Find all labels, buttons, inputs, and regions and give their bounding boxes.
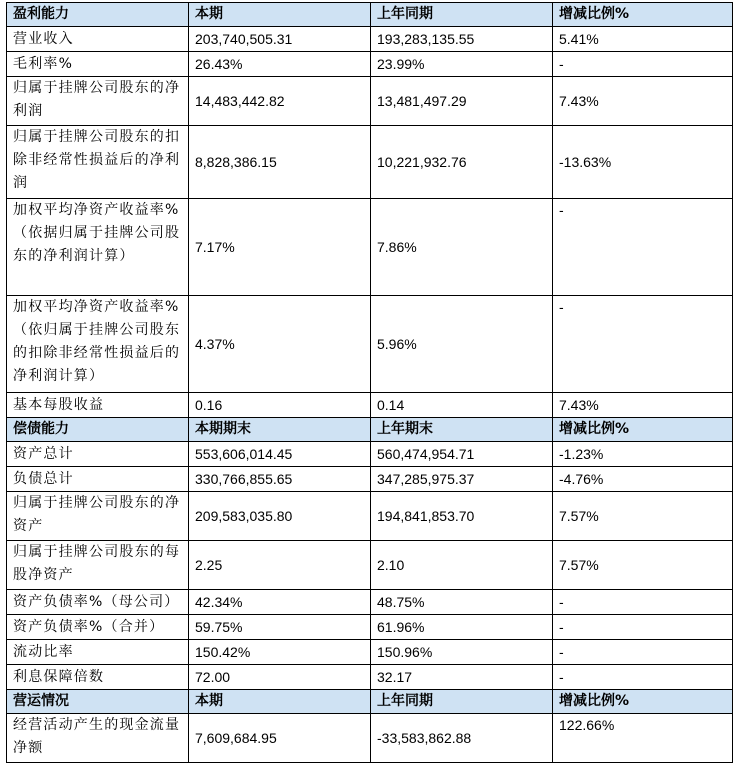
row-label: 归属于挂牌公司股东的扣除非经常性损益后的净利润 [7,126,189,199]
row-label: 毛利率% [7,52,189,77]
column-header-current: 本期期末 [189,418,371,442]
table-row [7,442,733,467]
row-value-current: 0.16 [189,393,371,418]
row-value-prior: 560,474,954.71 [371,442,553,467]
row-label: 资产负债率%（母公司） [7,590,189,615]
table-row [7,393,733,418]
row-value-current: 2.25 [189,541,371,590]
row-value-prior: 23.99% [371,52,553,77]
table-row [7,640,733,665]
row-value-prior: 7.86% [371,199,553,296]
row-value-prior: 10,221,932.76 [371,126,553,199]
section-header-row [7,690,733,714]
table-row [7,296,733,393]
section-header-row [7,418,733,442]
table-row [7,541,733,590]
row-value-current: 7,609,684.95 [189,714,371,763]
column-header-change: 增减比例% [553,690,733,714]
section-title-operations: 营运情况 [7,690,189,714]
column-header-prior: 上年期末 [371,418,553,442]
table-row [7,52,733,77]
row-label: 归属于挂牌公司股东的净利润 [7,77,189,126]
row-value-change: - [553,199,733,296]
row-label: 归属于挂牌公司股东的净资产 [7,492,189,541]
row-value-change: 7.57% [553,492,733,541]
row-value-prior: 0.14 [371,393,553,418]
section-header-row [7,3,733,27]
row-value-change: - [553,640,733,665]
row-value-current: 553,606,014.45 [189,442,371,467]
row-value-prior: 194,841,853.70 [371,492,553,541]
row-value-current: 8,828,386.15 [189,126,371,199]
row-label: 资产总计 [7,442,189,467]
row-value-change: - [553,296,733,393]
row-value-prior: 2.10 [371,541,553,590]
row-value-current: 4.37% [189,296,371,393]
row-value-change: - [553,590,733,615]
row-label: 资产负债率%（合并） [7,615,189,640]
row-value-prior: 61.96% [371,615,553,640]
row-value-prior: -33,583,862.88 [371,714,553,763]
row-label: 基本每股收益 [7,393,189,418]
column-header-current: 本期 [189,690,371,714]
row-value-change: -1.23% [553,442,733,467]
row-label: 营业收入 [7,27,189,52]
table-row [7,467,733,492]
table-row [7,665,733,690]
row-value-prior: 193,283,135.55 [371,27,553,52]
financial-indicators-table [6,2,733,763]
row-value-change: 7.43% [553,77,733,126]
column-header-prior: 上年同期 [371,690,553,714]
row-value-change: -4.76% [553,467,733,492]
row-label: 加权平均净资产收益率%（依归属于挂牌公司股东的扣除非经常性损益后的净利润计算） [7,296,189,393]
row-label: 负债总计 [7,467,189,492]
row-label: 归属于挂牌公司股东的每股净资产 [7,541,189,590]
row-value-change: 7.57% [553,541,733,590]
row-label: 利息保障倍数 [7,665,189,690]
row-value-current: 330,766,855.65 [189,467,371,492]
table-row [7,77,733,126]
section-title-profitability: 盈利能力 [7,3,189,27]
column-header-current: 本期 [189,3,371,27]
row-value-prior: 48.75% [371,590,553,615]
row-label: 经营活动产生的现金流量净额 [7,714,189,763]
column-header-prior: 上年同期 [371,3,553,27]
row-value-current: 150.42% [189,640,371,665]
row-value-change: 7.43% [553,393,733,418]
row-value-current: 203,740,505.31 [189,27,371,52]
table-row [7,590,733,615]
row-value-current: 72.00 [189,665,371,690]
row-value-current: 42.34% [189,590,371,615]
table-row [7,126,733,199]
row-value-change: - [553,52,733,77]
table-row [7,615,733,640]
column-header-change: 增减比例% [553,418,733,442]
row-value-current: 14,483,442.82 [189,77,371,126]
row-value-prior: 5.96% [371,296,553,393]
section-title-solvency: 偿债能力 [7,418,189,442]
row-value-change: - [553,665,733,690]
column-header-change: 增减比例% [553,3,733,27]
row-value-current: 26.43% [189,52,371,77]
row-label: 流动比率 [7,640,189,665]
row-value-change: - [553,615,733,640]
row-value-prior: 13,481,497.29 [371,77,553,126]
table-row [7,199,733,296]
row-label: 加权平均净资产收益率%（依据归属于挂牌公司股东的净利润计算） [7,199,189,296]
table-row [7,492,733,541]
row-value-current: 59.75% [189,615,371,640]
table-row [7,27,733,52]
row-value-prior: 150.96% [371,640,553,665]
row-value-change: 122.66% [553,714,733,763]
row-value-change: 5.41% [553,27,733,52]
row-value-change: -13.63% [553,126,733,199]
table-row [7,714,733,763]
row-value-prior: 347,285,975.37 [371,467,553,492]
row-value-current: 209,583,035.80 [189,492,371,541]
row-value-prior: 32.17 [371,665,553,690]
row-value-current: 7.17% [189,199,371,296]
